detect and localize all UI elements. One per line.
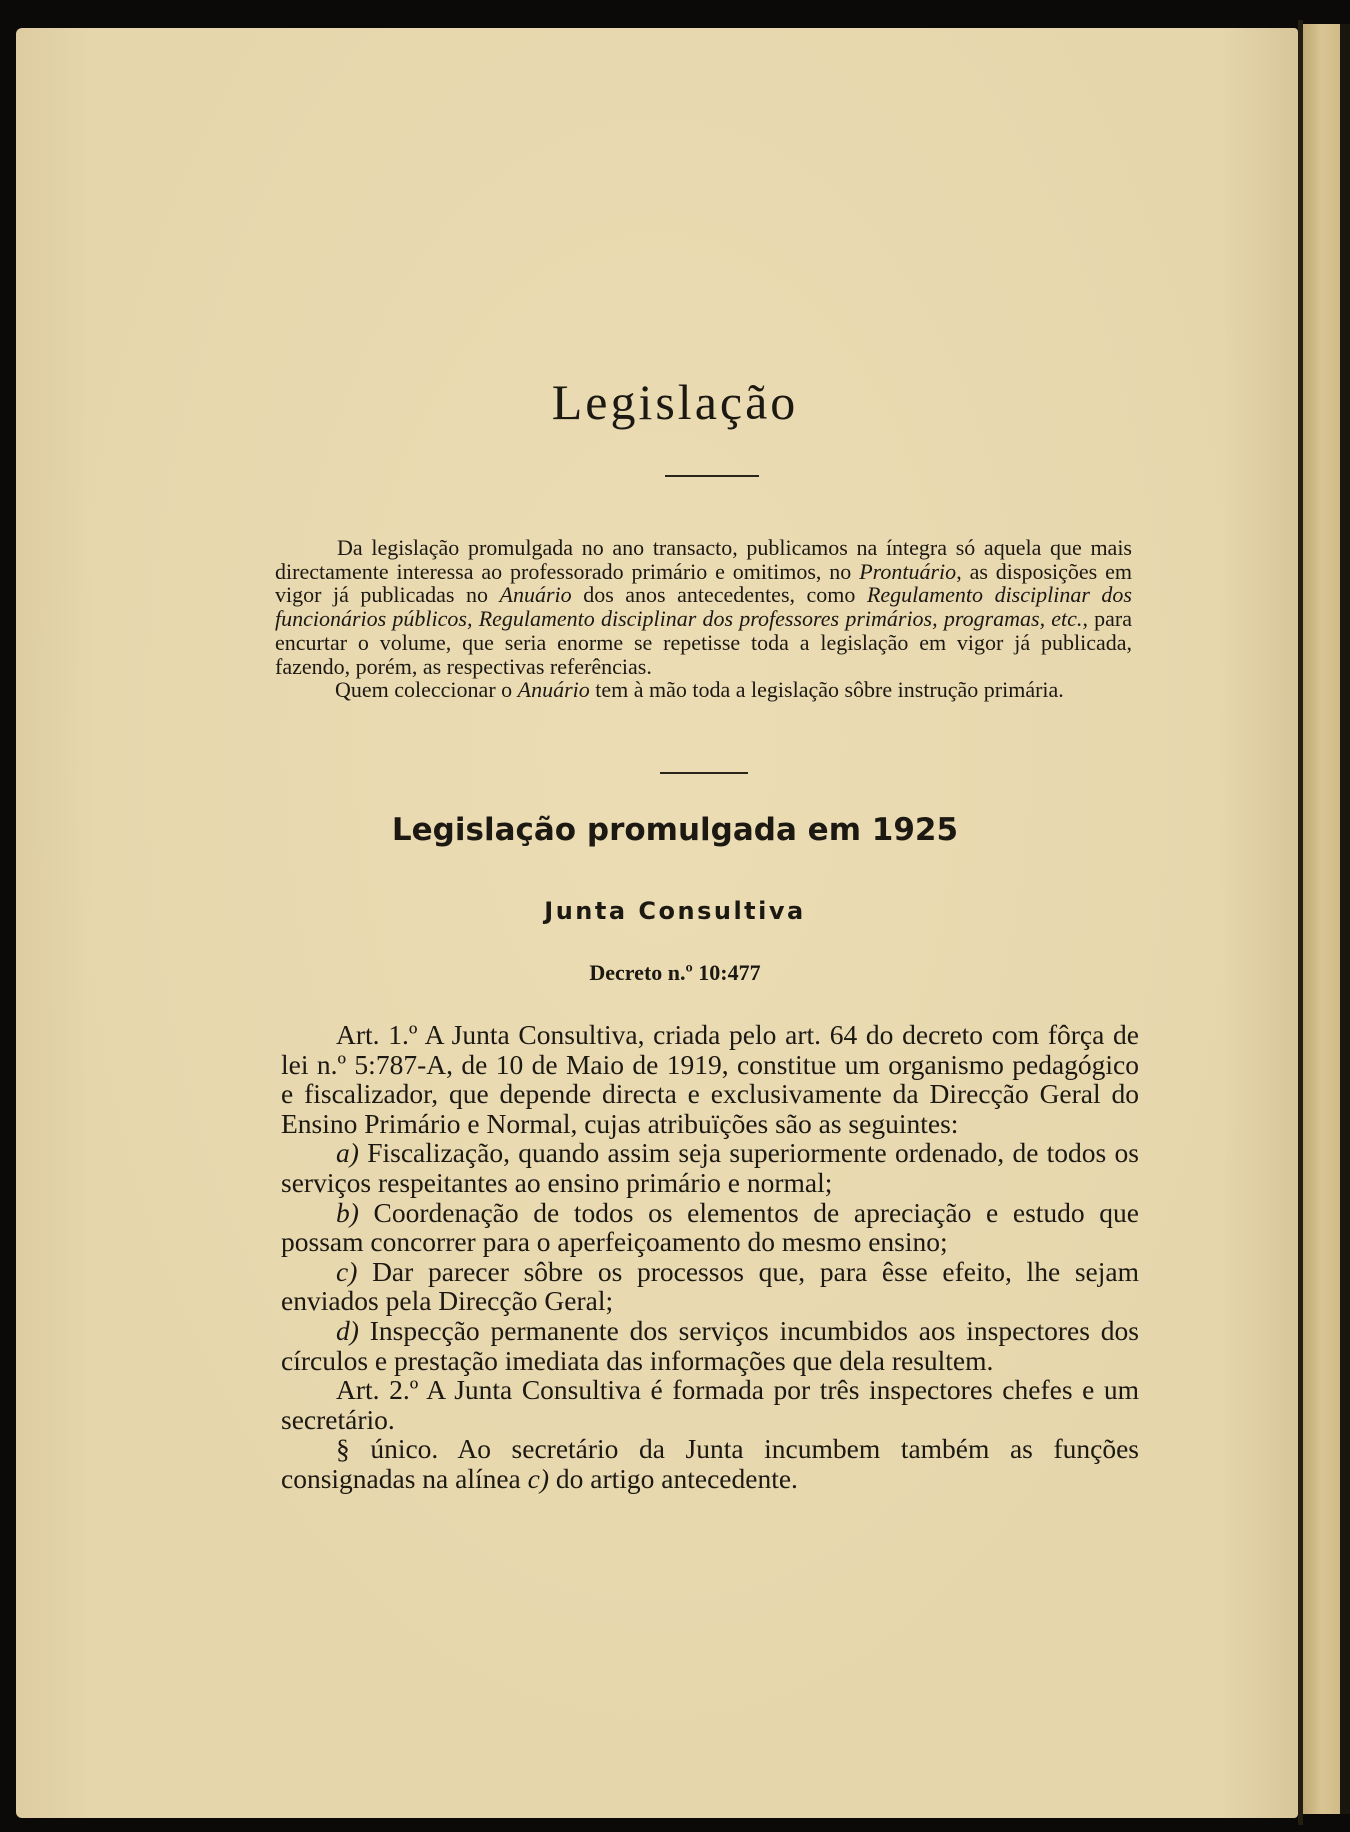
intro-paragraph-2	[275, 678, 1132, 702]
clause-text: Inspecção permanente dos serviços incumbidos aos inspectores dos círculos e prestação imediata das informações que dela resultem.	[281, 1314, 1139, 1376]
article-2: Art. 2.º A Junta Consultiva é formada por três inspectores chefes e um secretário.	[281, 1374, 1139, 1435]
clause-text: Fiscalização, quando assim seja superiormente ordenado, de todos os serviços respeitantes ao ensino primário e normal;	[281, 1137, 1139, 1198]
intro-italic-prontuario: Prontuário	[859, 558, 957, 584]
clause-d	[281, 1316, 1139, 1375]
clause-label: c)	[336, 1255, 358, 1287]
page-title: Legislação	[551, 374, 799, 430]
intro-italic-anuario: Anuário	[517, 677, 590, 703]
clause-text: Coordenação de todos os elementos de apreciação e estudo que possam concorrer para o aperfeiçoamento do mesmo ensino;	[281, 1196, 1139, 1258]
clause-c	[281, 1257, 1139, 1316]
intro-text-run: dos anos antecedentes, como	[571, 582, 867, 608]
decree-body	[281, 1020, 1139, 1494]
clause-reference: c)	[527, 1462, 550, 1494]
intro-italic-regulamentos: Regulamento disciplinar dos funcionários públicos, Regulamento disciplinar dos professores primários, programas, etc.	[275, 582, 1132, 632]
clause-b	[281, 1198, 1139, 1257]
paragraph-text: do artigo antecedente.	[549, 1462, 798, 1494]
decree-title: Decreto n.º 10:477	[589, 960, 761, 985]
article-1: Art. 1.º A Junta Consultiva, criada pelo art. 64 do decreto com fôrça de lei n.º 5:787-A, de 10 de Maio de 1919, constitue um organismo pedagógico e fiscalizador, que depende directa e exclusivamente da Direcção Geral do Ensino Primário e Normal, cujas atribuïções são as seguintes:	[281, 1019, 1139, 1139]
clause-label: a)	[336, 1137, 359, 1169]
intro-text-run: , para encurtar o volume, que seria enorme se repetisse toda a legislação em vigor já publicada, fazendo, porém, as respectivas referências.	[275, 606, 1133, 679]
single-paragraph	[281, 1434, 1139, 1493]
intro-text	[275, 536, 1132, 702]
clause-text: Dar parecer sôbre os processos que, para êsse efeito, lhe sejam enviados pela Direcção Geral;	[281, 1255, 1139, 1317]
section-rule	[660, 772, 748, 774]
intro-text-run: Da legislação promulgada no ano transacto, publicamos na íntegra só aquela que mais directamente interessa ao professorado primário e omitimos, no	[275, 535, 1132, 584]
intro-italic-anuario: Anuário	[499, 582, 572, 608]
title-rule	[665, 475, 759, 477]
intro-text-run: Quem coleccionar o	[335, 677, 518, 703]
paragraph-text: § único. Ao secretário da Junta incumbem também as funções consignadas na alínea	[281, 1433, 1139, 1494]
section-title: Legislação promulgada em 1925	[391, 812, 959, 848]
clause-a	[281, 1138, 1139, 1197]
intro-text-run: tem à mão toda a legislação sôbre instrução primária.	[589, 677, 1064, 703]
intro-paragraph-1	[275, 536, 1132, 678]
intro-text-run: , as disposições em vigor já publicadas no	[275, 558, 1132, 608]
clause-label: b)	[336, 1196, 359, 1228]
clause-label: d)	[336, 1314, 359, 1346]
subsection-title: Junta Consultiva	[544, 897, 806, 925]
